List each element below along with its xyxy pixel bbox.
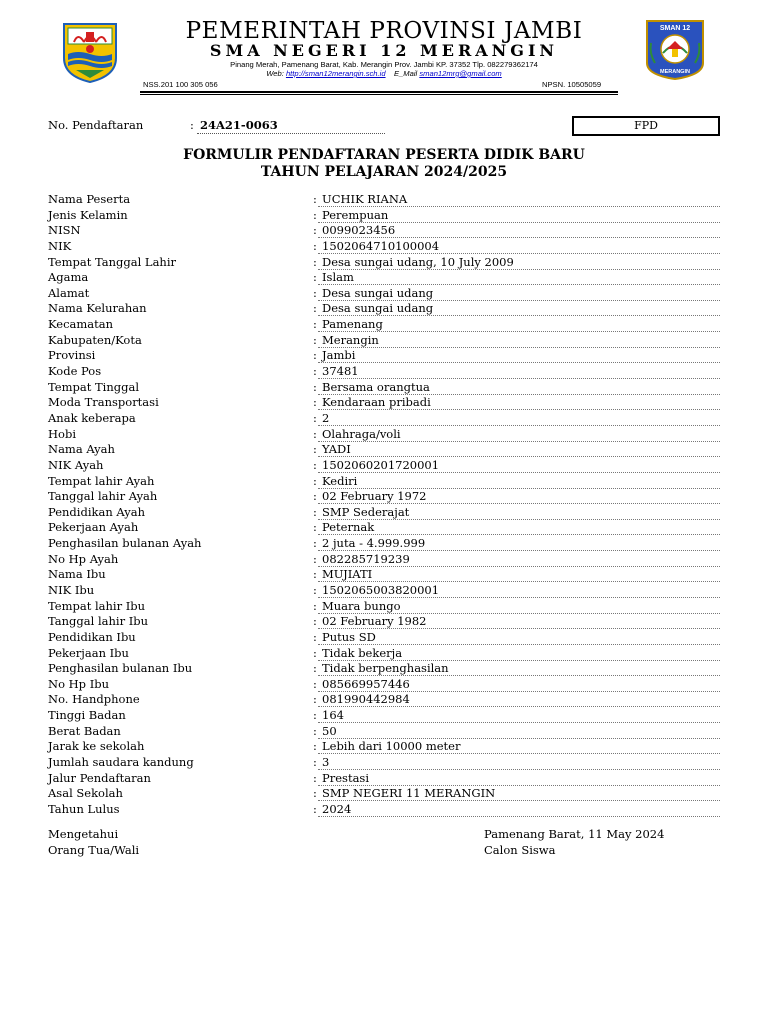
field-label: Jarak ke sekolah: [48, 739, 145, 754]
field-value: 082285719239: [322, 551, 410, 566]
npsn-number: NPSN. 10505059: [542, 80, 602, 89]
website-link[interactable]: http://sman12merangin.sch.id: [285, 69, 386, 78]
field-value: SMP Sederajat: [322, 504, 410, 519]
field-row: [0, 191, 768, 207]
field-label: Tanggal lahir Ayah: [48, 489, 158, 504]
field-colon: :: [313, 489, 317, 504]
field-colon: :: [313, 410, 317, 425]
field-colon: :: [313, 770, 317, 785]
field-row: [0, 801, 768, 817]
field-row: [0, 426, 768, 442]
field-row: [0, 691, 768, 707]
field-value: Lebih dari 10000 meter: [322, 739, 461, 754]
form-subtitle: TAHUN PELAJARAN 2024/2025: [260, 164, 508, 180]
field-colon: :: [313, 520, 317, 535]
field-value: Tidak berpenghasilan: [322, 661, 449, 676]
field-row: [0, 441, 768, 457]
field-colon: :: [313, 395, 317, 410]
field-value: 3: [322, 755, 330, 770]
field-value: 164: [322, 708, 344, 723]
school-logo-text-bottom: MERANGIN: [660, 69, 690, 75]
field-row: [0, 207, 768, 223]
field-label: NIK: [48, 238, 72, 253]
field-label: Jumlah saudara kandung: [48, 755, 194, 770]
school-logo-text-top: SMAN 12: [659, 25, 691, 32]
field-label: Pekerjaan Ibu: [48, 645, 129, 660]
field-label: Nama Peserta: [48, 192, 131, 206]
field-value: 37481: [322, 364, 359, 379]
field-colon: :: [313, 708, 317, 723]
field-row: [0, 754, 768, 770]
letterhead: [0, 0, 768, 96]
web-label: Web:: [266, 69, 286, 78]
field-row: [0, 238, 768, 254]
field-value: UCHIK RIANA: [322, 192, 408, 206]
field-label: NISN: [48, 223, 81, 238]
field-colon: :: [313, 504, 317, 519]
field-colon: :: [313, 457, 317, 472]
field-label: Jenis Kelamin: [48, 207, 128, 222]
field-value: Pamenang: [322, 317, 383, 332]
field-row: [0, 410, 768, 426]
field-value: Kendaraan pribadi: [322, 395, 431, 410]
field-value: Peternak: [322, 520, 375, 535]
field-value: 50: [322, 723, 337, 738]
field-value: Perempuan: [322, 207, 389, 222]
field-value: 02 February 1972: [322, 489, 427, 504]
field-value: Kediri: [322, 473, 358, 488]
field-value: Bersama orangtua: [322, 379, 430, 394]
field-label: Penghasilan bulanan Ayah: [48, 536, 202, 551]
field-value: 0099023456: [322, 223, 396, 238]
header-divider-thin: [140, 94, 618, 95]
field-row: [0, 347, 768, 363]
signature-right-role: Calon Siswa: [484, 843, 556, 857]
field-colon: :: [313, 645, 317, 660]
field-colon: :: [313, 426, 317, 441]
field-label: No Hp Ibu: [48, 676, 109, 691]
field-row: [0, 566, 768, 582]
field-label: Alamat: [48, 285, 90, 300]
field-label: Nama Ibu: [48, 567, 106, 582]
field-value: 081990442984: [322, 692, 410, 707]
field-row: [0, 551, 768, 567]
field-value: Islam: [322, 270, 354, 285]
field-row: [0, 316, 768, 332]
field-colon: :: [313, 755, 317, 770]
field-label: Tinggi Badan: [48, 708, 126, 723]
field-value: Muara bungo: [322, 598, 401, 613]
field-label: Asal Sekolah: [48, 786, 123, 801]
field-value: 1502064710100004: [322, 238, 440, 253]
school-address: Pinang Merah, Pamenang Barat, Kab. Merangin Prov. Jambi KP. 37352 Tlp. 082279362174: [230, 60, 538, 69]
field-label: Provinsi: [48, 348, 96, 363]
field-colon: :: [313, 661, 317, 676]
field-row: [0, 394, 768, 410]
school-logo: [643, 19, 707, 81]
field-row: [0, 660, 768, 676]
field-value: Merangin: [322, 332, 379, 347]
field-colon: :: [313, 442, 317, 457]
field-colon: :: [313, 317, 317, 332]
field-colon: :: [313, 207, 317, 222]
field-label: Moda Transportasi: [48, 395, 159, 410]
form-code-box: FPD: [572, 116, 720, 136]
email-link[interactable]: sman12mrg@gmail.com: [419, 69, 502, 78]
header-divider: [140, 91, 618, 93]
field-value: 2 juta - 4.999.999: [322, 536, 426, 551]
field-label: Berat Badan: [48, 723, 121, 738]
field-colon: :: [313, 551, 317, 566]
field-row: [0, 676, 768, 692]
field-value: MUJIATI: [322, 567, 373, 582]
field-label: Agama: [48, 270, 89, 285]
field-label: Pendidikan Ibu: [48, 629, 136, 644]
field-label: Hobi: [48, 426, 76, 441]
field-row: [0, 613, 768, 629]
field-row: [0, 738, 768, 754]
field-row: [0, 285, 768, 301]
field-value: Desa sungai udang: [322, 301, 434, 316]
field-underline: [318, 816, 720, 817]
field-colon: :: [313, 254, 317, 269]
field-colon: :: [313, 285, 317, 300]
field-colon: :: [313, 364, 317, 379]
field-value: Olahraga/voli: [322, 426, 401, 441]
field-label: Tempat lahir Ibu: [48, 598, 146, 613]
field-colon: :: [313, 223, 317, 238]
field-colon: :: [313, 629, 317, 644]
field-label: Nama Ayah: [48, 442, 115, 457]
field-label: Tahun Lulus: [48, 801, 120, 816]
field-row: [0, 770, 768, 786]
field-colon: :: [313, 192, 317, 206]
field-label: Tempat Tanggal Lahir: [48, 254, 177, 269]
field-colon: :: [313, 332, 317, 347]
field-label: Nama Kelurahan: [48, 301, 147, 316]
government-title: PEMERINTAH PROVINSI JAMBI: [185, 18, 583, 44]
field-value: YADI: [322, 442, 351, 457]
field-colon: :: [313, 583, 317, 597]
field-row: [0, 707, 768, 723]
field-label: Jalur Pendaftaran: [48, 770, 151, 785]
field-label: Pekerjaan Ayah: [48, 520, 139, 535]
registration-label: No. Pendaftaran: [48, 118, 144, 132]
field-colon: :: [313, 739, 317, 754]
field-row: [0, 457, 768, 473]
field-value: Jambi: [322, 348, 356, 363]
field-row: [0, 629, 768, 645]
field-row: [0, 504, 768, 520]
nss-number: NSS.201 100 305 056: [143, 80, 218, 89]
field-colon: :: [313, 786, 317, 801]
field-row: [0, 300, 768, 316]
field-value: 085669957446: [322, 676, 410, 691]
field-row: [0, 598, 768, 614]
field-colon: :: [313, 692, 317, 707]
field-label: No. Handphone: [48, 692, 140, 707]
field-colon: :: [313, 598, 317, 613]
registration-colon: :: [190, 118, 194, 132]
field-colon: :: [313, 723, 317, 738]
field-label: Kecamatan: [48, 317, 114, 332]
field-value: 1502065003820001: [322, 583, 440, 597]
field-colon: :: [313, 348, 317, 363]
registration-number: 24A21-0063: [200, 118, 278, 132]
field-row: [0, 222, 768, 238]
field-label: Kode Pos: [48, 364, 102, 379]
field-label: Tanggal lahir Ibu: [48, 614, 149, 629]
field-row: [0, 269, 768, 285]
field-row: [0, 723, 768, 739]
field-colon: :: [313, 801, 317, 816]
field-row: [0, 473, 768, 489]
field-row: [0, 254, 768, 270]
field-row: [0, 535, 768, 551]
field-colon: :: [313, 238, 317, 253]
field-label: Kabupaten/Kota: [48, 332, 142, 347]
field-value: SMP NEGERI 11 MERANGIN: [322, 786, 496, 801]
field-label: NIK Ibu: [48, 583, 95, 597]
field-label: Anak keberapa: [48, 410, 136, 425]
field-colon: :: [313, 567, 317, 582]
field-row: [0, 519, 768, 535]
field-row: [0, 645, 768, 661]
field-row: [0, 488, 768, 504]
field-value: 1502060201720001: [322, 457, 440, 472]
field-label: Tempat lahir Ayah: [48, 473, 155, 488]
field-colon: :: [313, 473, 317, 488]
field-value: Prestasi: [322, 770, 369, 785]
field-value: Desa sungai udang: [322, 285, 434, 300]
field-label: Tempat Tinggal: [48, 379, 139, 394]
email-label: E_Mail: [394, 69, 420, 78]
signature-left-heading: Mengetahui: [48, 827, 119, 841]
registration-underline: [197, 133, 385, 134]
field-label: Penghasilan bulanan Ibu: [48, 661, 193, 676]
field-label: NIK Ayah: [48, 457, 104, 472]
school-name: SMA NEGERI 12 MERANGIN: [209, 41, 559, 60]
field-colon: :: [313, 379, 317, 394]
field-value: Tidak bekerja: [322, 645, 403, 660]
signature-left-role: Orang Tua/Wali: [48, 843, 140, 857]
field-value: 2024: [322, 801, 352, 816]
field-colon: :: [313, 614, 317, 629]
field-row: [0, 785, 768, 801]
signature-place-date: Pamenang Barat, 11 May 2024: [484, 827, 665, 841]
field-label: Pendidikan Ayah: [48, 504, 145, 519]
field-row: [0, 332, 768, 348]
field-colon: :: [313, 301, 317, 316]
field-colon: :: [313, 536, 317, 551]
field-label: No Hp Ayah: [48, 551, 119, 566]
field-row: [0, 582, 768, 598]
field-value: 02 February 1982: [322, 614, 427, 629]
field-colon: :: [313, 676, 317, 691]
field-row: [0, 379, 768, 395]
field-colon: :: [313, 270, 317, 285]
field-value: Putus SD: [322, 629, 376, 644]
form-title: FORMULIR PENDAFTARAN PESERTA DIDIK BARU: [183, 147, 585, 163]
field-row: [0, 363, 768, 379]
field-value: Desa sungai udang, 10 July 2009: [322, 254, 514, 269]
field-value: 2: [322, 410, 330, 425]
